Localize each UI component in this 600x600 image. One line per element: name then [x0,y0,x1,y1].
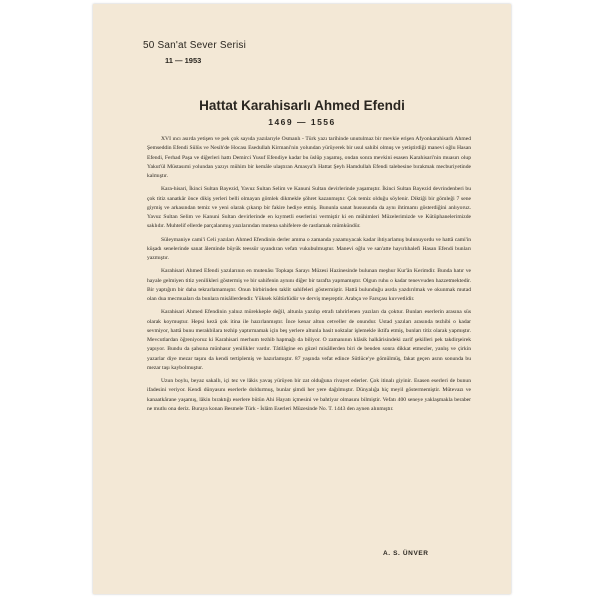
paragraph: Kara-hisari, İkinci Sultan Bayezid, Yavuz Sultan Selim ve Kanuni Sultan devirlerinde yaşamıştır. İkinci Sultan Bayezid devrindenberi bu çok titiz sanatkâr önce dikiş yerleri belli olmayan gömlek dikmekle şöhret kazanmıştır. Çok temiz olduğu söylenir. Diktiği bir gömleği 7 sene giymiş ve arkasından temiz ve yeni olarak çıkarıp bir fakire hediye etmiş. Bununla sanat hususunda da aynı ihtimamı gösterdiğini anlıyoruz. Yavuz Sultan Selim ve Kanuni Sultan devirlerinde en kıymetli eserlerini vermiştir ki en mühimleri Müzelerimizde ve Kütüphanelerimizde saklıdır. Muhtelif ellerde parçalanmış yazılarından mutena sahifelere de rastlamak mümkündür. [147,186,471,230]
paragraph: Karahisari Ahmed Efendinin yalnız mürekkeple değil, altunla yazılıp etrafı tahrirlenen yazıları da çoktur. Bunları eserlerin arasına süs olarak koymuştur. Hepsi kezâ çok itina ile hazırlanmıştır. İnce kenar altun cetveller de onundur. Ustad yazıları arasında tezhibi o kadar sevmiyor, hattâ bunu merakbilara tezhip yaptırmamak için beş yerlere altunla basit noktalar işlemekle iktifa etmiş, bunları titiz olarak yapmıştır. Mevcutlardan öğreniyoruz ki Karahisari merhum tezhib hapmağı da biliyor. O zamanının klâsik halkârisindeki zarif şekilleri pek takdirşeirek yapıyor. Bundu da şahsına münhasır yenilikler vardır. Tâtilâgine en güzel misâllerden biri de benden sonra dikkat etmezler, yanlış ve çirkin yazarlar diye mezar taşını da kendi tertiplemiş ve hazırlamıştır. 87 yaşında vefat edince Sütlüce'ye gömülmüş, fakat geçen asrın sonunda bu mezar taşı kaybolmuştur. [147,309,471,371]
author-signature: A. S. ÜNVER [383,550,429,557]
document-page [93,4,511,594]
paragraph: Karahisari Ahmed Efendi yazılarının en mutenâsı Topkapı Sarayı Müzesi Hazinesinde bulunan meşhur Kur'ân Kerimdir. Bunda hatır ve hayale gelmiyen titiz yenilikleri göstermiş ve bir sahifenin aynını diğer bir tarafta yapmamıştır. Olgun ruhu o kadar tenevvuden hazzetmektedir. Bir yaptığım bir daha tekrarlamamıştır. Onun birbirinden taklit sahifeleri göstermiştir. Hattâ bulunduğu asrda yazdırılmak ve okunmak mutad olan dua mecmuaları da bunlara misâllerdendir. Yüksek kültürlüdür ve derviş meşreptir. Arabça ve Farsçası kuvvetlidir. [147,268,471,302]
article-years: 1469 — 1556 [268,117,336,127]
paragraph: Uzun boylu, beyaz sakallı, içi tez ve lâkis yavaş yürüyen bir zat olduğuna rivayet ederler. Çok itinalı giyinir. Esasen eserleri de bunun ifadesini veriyor. Kendi dünyasını eserlerle doldurmuş, bunlar şimdi her yere dağılmıştır. Dünyalığa hiç meyil göstermemiştir. Mütevazı ve kanaatkârane yaşamış, lâkin bıraktığı eserlere bütün Ahi Hayatı içmesini ve bahtiyar olmasını bilmiştir. Vefatı 400 seneye yaklaşmakla beraber ne mutlu ona deriz. Buraya konan Besmele Türk - İslâm Eserleri Müzesinde No. T. 1443 den aynen alınmıştır. [147,378,471,412]
paragraph: XVI ıncı asırda yetişen ve pek çok sayıda yazılarıyle Osmanlı - Türk yazı tarihinde unutulmaz bir mevkie erişen Afyonkarahisarlı Ahmed Şemseddin Efendi Sülüs ve Nesih'de Hocası Esedullah Kirmani'nin yolundan yürüyerek bir usul sahibi olmuş ve yetiştirdiği manevi oğlu Hasan Efendi, Ferhad Paşa ve diğerleri hattı Demirci Yusuf Efendiye kadar bu üslûp yaşamış, ondan sonra mevkini esasen Karahisari'nin muasırı olup Yakut'ül Müstasımi yolundan yazıyı mühim bir kemâle ulaştıran Amasya'lı Hattat Şeyh Hamdullah Efendi talebesine bırakmak mecburiyetinde kalmıştır. [147,136,471,179]
series-title: 50 San'at Sever Serisi [143,40,247,51]
issue-number: 11 — 1953 [165,56,202,65]
article-title: Hattat Karahisarlı Ahmed Efendi [199,98,405,113]
paragraph: Süleymaniye cami'i Celi yazıları Ahmed Efendinin derler amma o zamanda yazamıyacak kadar ihtiyarlamış bulunuyordu ve hattâ cami'in küşadı senelerinde sanat âleminde büyük teessür uyandıran vefatı vukubulmuştur. Manevi oğlu ve san'atte hayırlıhalefi Hasan Efendi bunları yazmıştır. [147,236,471,261]
article-body [147,135,471,418]
